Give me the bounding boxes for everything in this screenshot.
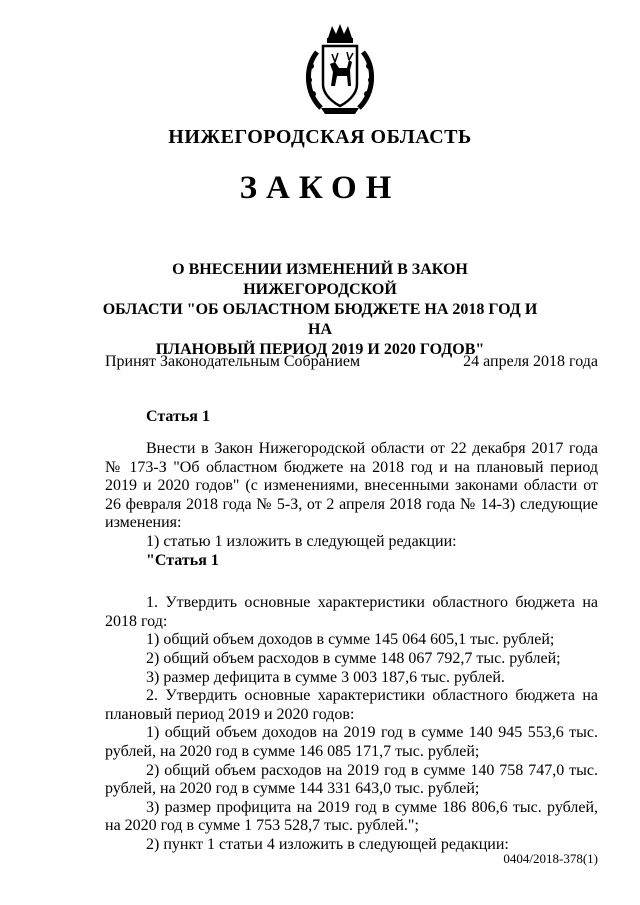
paragraph: 1. Утвердить основные характеристики областного бюджета на 2018 год:	[105, 594, 598, 630]
law-heading	[100, 260, 540, 360]
adoption-date: 24 апреля 2018 года	[463, 353, 598, 370]
article-title: Статья 1	[146, 408, 210, 425]
paragraph: Внести в Закон Нижегородской области от 22 декабря 2017 года № 173-З "Об областном бюджете на 2018 год и на плановый период 2019 и 2020 годов" (с изменениями, внесенными законами области от 26 февраля 2018 года № 5-З, от 2 апреля 2018 года № 14-З) следующие изменения:	[105, 440, 598, 532]
law-heading-line: О ВНЕСЕНИИ ИЗМЕНЕНИЙ В ЗАКОН НИЖЕГОРОДСКОЙ	[172, 261, 468, 298]
law-heading-line: ОБЛАСТИ "ОБ ОБЛАСТНОМ БЮДЖЕТЕ НА 2018 ГОД И НА	[102, 301, 538, 338]
paragraph: 1) общий объем доходов на 2019 год в сумме 140 945 553,6 тыс. рублей, на 2020 год в сумме 146 085 171,7 тыс. рублей;	[105, 724, 598, 760]
law-title: ЗАКОН	[239, 170, 401, 206]
law-heading-line: ПЛАНОВЫЙ ПЕРИОД 2019 И 2020 ГОДОВ"	[155, 341, 485, 358]
article-body	[105, 440, 598, 854]
coat-of-arms-icon	[297, 22, 383, 118]
document-code: 0404/2018-378(1)	[503, 851, 598, 866]
paragraph: 1) общий объем доходов в сумме 145 064 605,1 тыс. рублей;	[146, 631, 555, 649]
paragraph: 2. Утвердить основные характеристики областного бюджета на плановый период 2019 и 2020 годов:	[105, 687, 598, 723]
quoted-article-title: "Статья 1	[146, 551, 219, 569]
adopted-by: Принят Законодательным Собранием	[105, 353, 361, 370]
paragraph: 2) общий объем расходов в сумме 148 067 792,7 тыс. рублей;	[146, 649, 561, 667]
paragraph: 2) общий объем расходов на 2019 год в сумме 140 758 747,0 тыс. рублей, на 2020 год в сумме 144 331 643,0 тыс. рублей;	[105, 761, 598, 798]
paragraph: 1) статью 1 изложить в следующей редакции:	[146, 532, 457, 550]
paragraph: 3) размер профицита на 2019 год в сумме 186 806,6 тыс. рублей, на 2020 год в сумме 1 753 528,7 тыс. рублей.";	[105, 798, 598, 835]
adoption-line	[105, 353, 598, 371]
paragraph: 2) пункт 1 статьи 4 изложить в следующей редакции:	[146, 835, 509, 853]
region-title: НИЖЕГОРОДСКАЯ ОБЛАСТЬ	[168, 126, 472, 148]
paragraph: 3) размер дефицита в сумме 3 003 187,6 тыс. рублей.	[146, 668, 505, 686]
